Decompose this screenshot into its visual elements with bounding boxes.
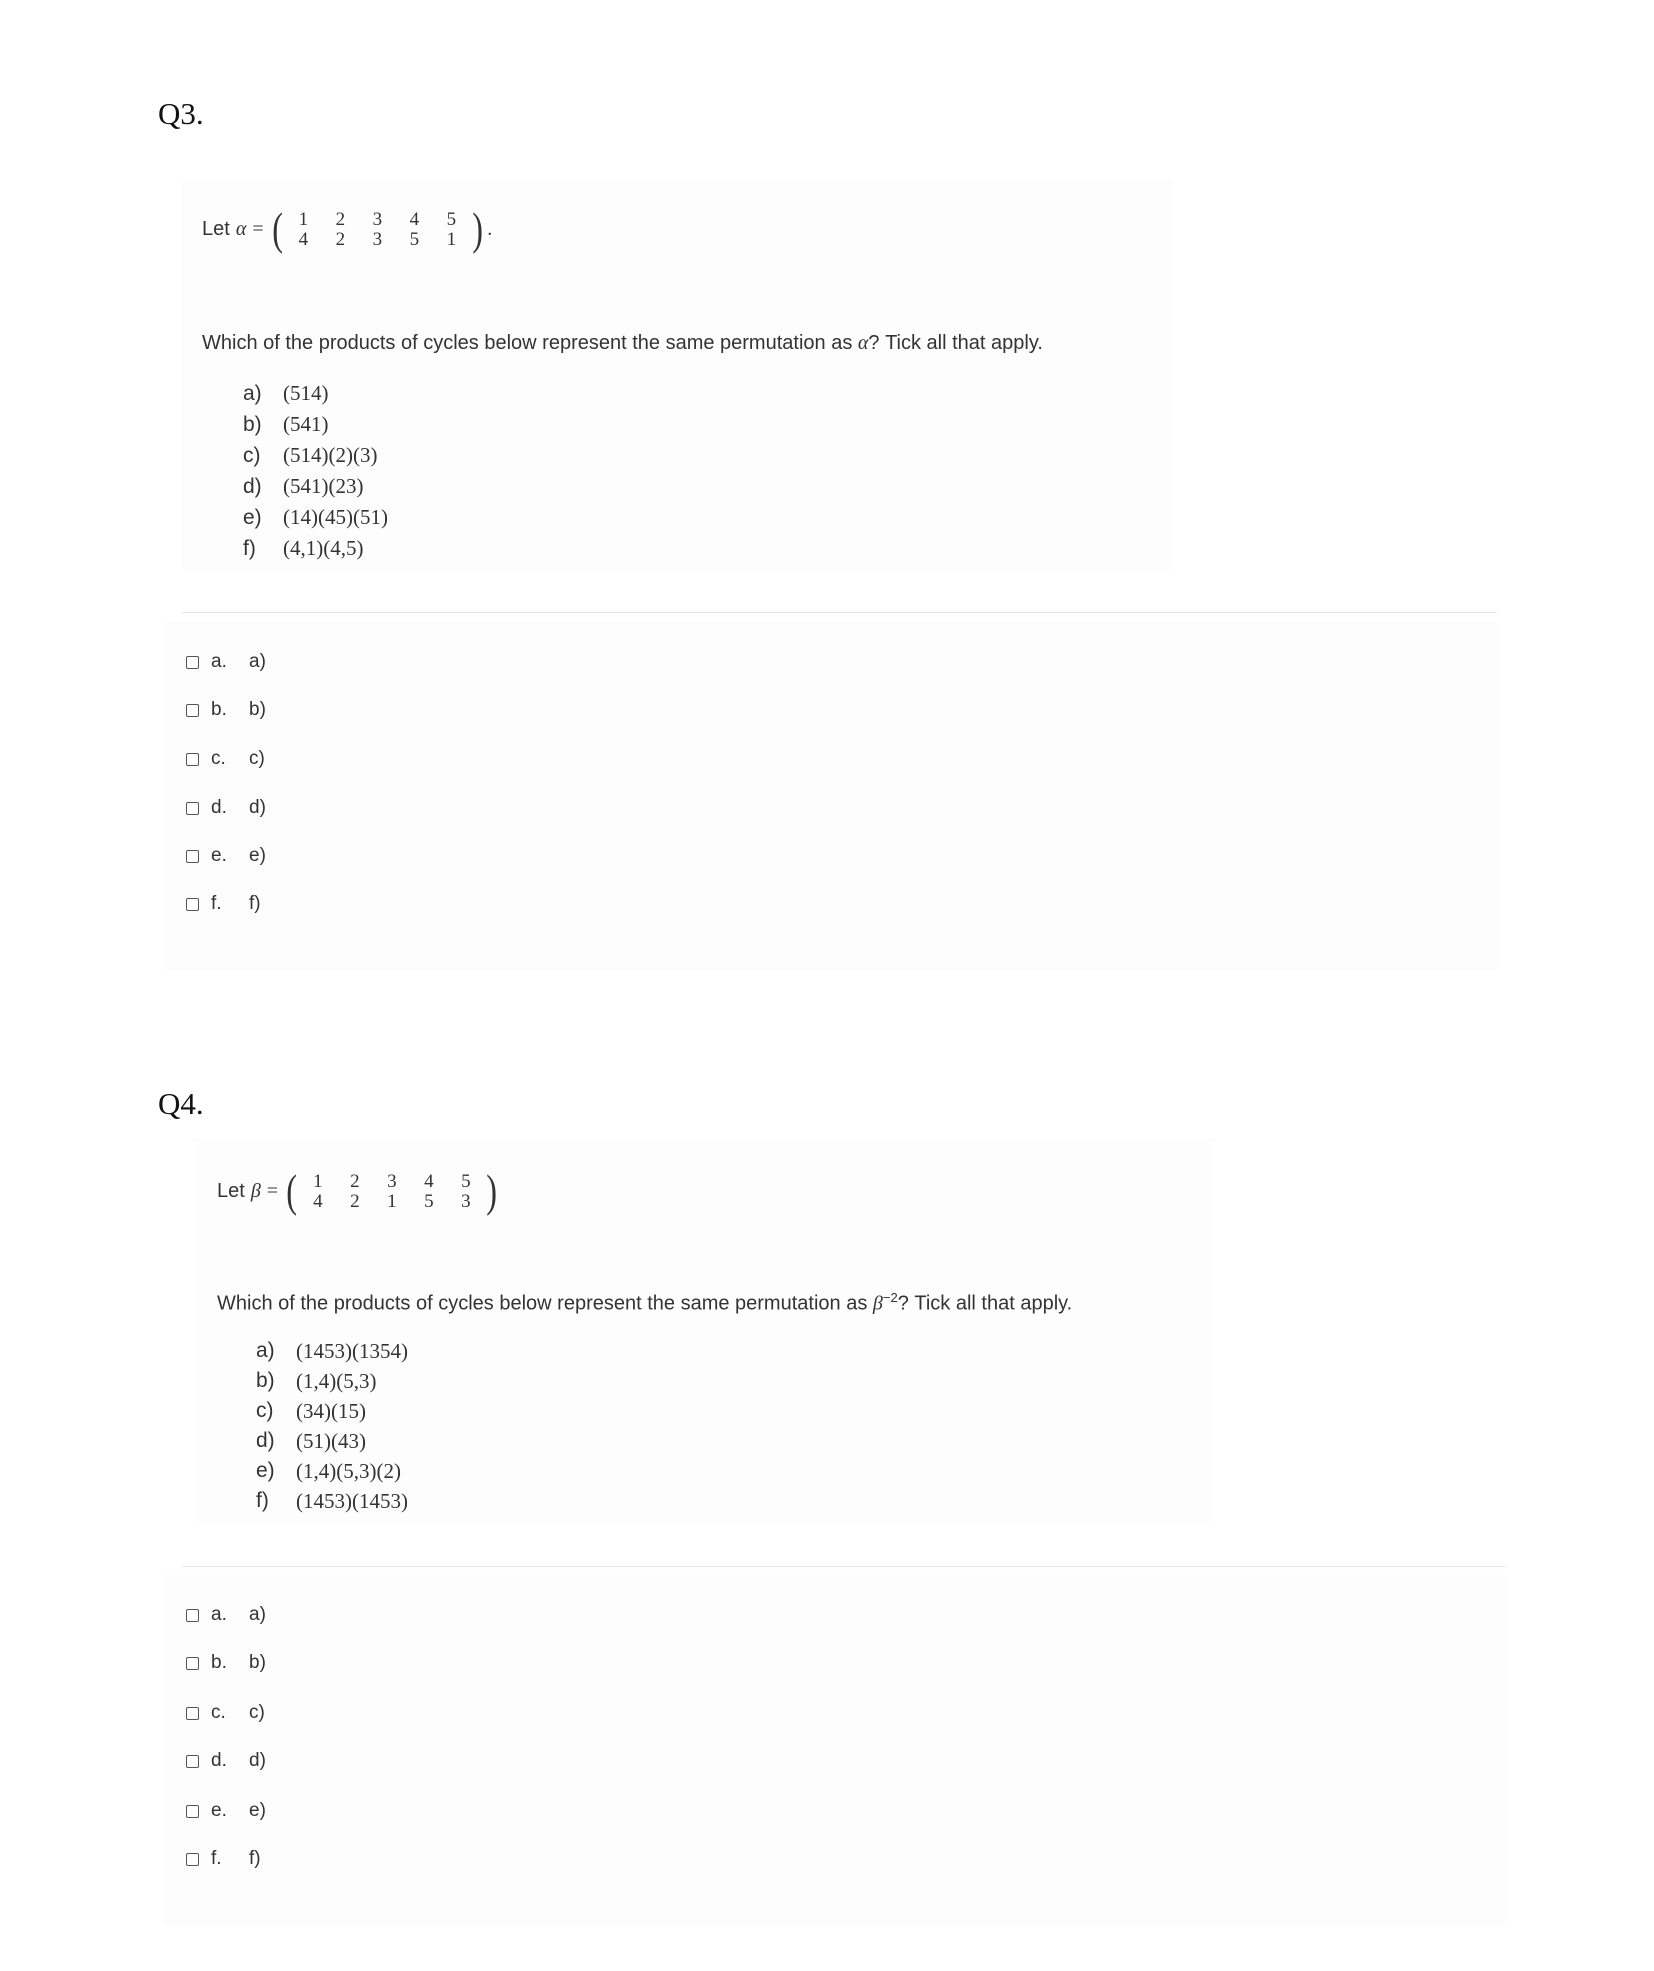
matrix-bottom-cell: 1 bbox=[387, 1191, 397, 1212]
option-item bbox=[243, 409, 388, 440]
checkbox[interactable] bbox=[186, 1609, 199, 1622]
answer-text: a) bbox=[249, 651, 266, 672]
option-item bbox=[256, 1336, 408, 1366]
answer-option-e[interactable] bbox=[186, 842, 266, 870]
answer-letter: f. bbox=[211, 1848, 222, 1869]
prompt-symbol: α bbox=[857, 332, 869, 354]
option-item bbox=[243, 440, 388, 471]
q4-answer-area bbox=[164, 1575, 1505, 1925]
option-value: (4,1)(4,5) bbox=[283, 536, 364, 560]
checkbox[interactable] bbox=[186, 704, 199, 717]
answer-text: e) bbox=[249, 1800, 266, 1821]
answer-text: b) bbox=[249, 1652, 266, 1673]
answer-letter: d. bbox=[211, 797, 227, 818]
option-label: a) bbox=[243, 382, 262, 405]
matrix-top-cell: 4 bbox=[424, 1171, 434, 1192]
option-item bbox=[256, 1396, 408, 1426]
q3-prompt bbox=[202, 332, 1043, 355]
option-label: f) bbox=[256, 1489, 269, 1512]
answer-text: f) bbox=[249, 1848, 261, 1869]
option-value: (1453)(1453) bbox=[296, 1489, 408, 1513]
answer-option-b[interactable] bbox=[186, 696, 266, 724]
answer-text: a) bbox=[249, 1604, 266, 1625]
answer-option-c[interactable] bbox=[186, 1699, 265, 1727]
answer-text: e) bbox=[249, 845, 266, 866]
answer-letter: f. bbox=[211, 893, 222, 914]
matrix-bottom-cell: 5 bbox=[424, 1191, 434, 1212]
option-value: (1453)(1354) bbox=[296, 1339, 408, 1363]
matrix-top-cell: 4 bbox=[409, 209, 420, 230]
answer-option-b[interactable] bbox=[186, 1649, 266, 1677]
checkbox[interactable] bbox=[186, 898, 199, 911]
question-3-heading: Q3. bbox=[158, 96, 204, 131]
checkbox[interactable] bbox=[186, 802, 199, 815]
matrix-top-cell: 2 bbox=[335, 209, 346, 230]
prompt-exponent: −2 bbox=[882, 1290, 898, 1305]
option-label: c) bbox=[243, 444, 261, 467]
checkbox[interactable] bbox=[186, 753, 199, 766]
permutation-matrix-alpha bbox=[270, 203, 493, 254]
option-label: a) bbox=[256, 1339, 275, 1362]
answer-letter: a. bbox=[211, 651, 227, 672]
matrix-top-cell: 3 bbox=[387, 1171, 397, 1192]
answer-letter: c. bbox=[211, 1702, 226, 1723]
q3-definition bbox=[202, 203, 493, 254]
matrix-bottom-cell: 3 bbox=[372, 229, 383, 250]
question-4-heading: Q4. bbox=[158, 1086, 204, 1121]
answer-letter: e. bbox=[211, 1800, 227, 1821]
option-label: d) bbox=[256, 1429, 275, 1452]
matrix-top-cell: 5 bbox=[446, 209, 457, 230]
right-paren: ) bbox=[472, 203, 483, 254]
option-value: (541)(23) bbox=[283, 474, 364, 498]
option-value: (514) bbox=[283, 381, 329, 405]
answer-option-a[interactable] bbox=[186, 1601, 266, 1629]
answer-letter: b. bbox=[211, 699, 227, 720]
answer-text: b) bbox=[249, 699, 266, 720]
option-value: (1,4)(5,3)(2) bbox=[296, 1459, 401, 1483]
answer-option-e[interactable] bbox=[186, 1797, 266, 1825]
option-label: b) bbox=[243, 413, 262, 436]
option-value: (14)(45)(51) bbox=[283, 505, 388, 529]
option-label: c) bbox=[256, 1399, 274, 1422]
q4-divider bbox=[182, 1566, 1505, 1567]
option-value: (1,4)(5,3) bbox=[296, 1369, 377, 1393]
option-value: (34)(15) bbox=[296, 1399, 366, 1423]
answer-text: c) bbox=[249, 1702, 265, 1723]
answer-text: d) bbox=[249, 1750, 266, 1771]
matrix-top-cell: 2 bbox=[350, 1171, 360, 1192]
answer-text: c) bbox=[249, 748, 265, 769]
answer-option-f[interactable] bbox=[186, 1845, 261, 1873]
prompt-text-end: ? Tick all that apply. bbox=[897, 1292, 1073, 1315]
beta-symbol: β bbox=[250, 1179, 261, 1202]
matrix-bottom-cell: 2 bbox=[350, 1191, 360, 1212]
answer-option-d[interactable] bbox=[186, 794, 266, 822]
prompt-text-end: ? Tick all that apply. bbox=[868, 332, 1043, 354]
q3-divider bbox=[182, 612, 1497, 613]
permutation-matrix-beta bbox=[284, 1165, 500, 1216]
option-value: (514)(2)(3) bbox=[283, 443, 378, 467]
answer-option-d[interactable] bbox=[186, 1747, 266, 1775]
answer-letter: c. bbox=[211, 748, 226, 769]
matrix-grid bbox=[299, 1171, 484, 1211]
option-item bbox=[256, 1366, 408, 1396]
option-item bbox=[243, 533, 388, 564]
q3-answer-area bbox=[164, 622, 1497, 970]
option-value: (541) bbox=[283, 412, 329, 436]
q4-prompt bbox=[217, 1290, 1072, 1316]
alpha-symbol: α bbox=[235, 217, 247, 240]
option-item bbox=[243, 502, 388, 533]
equals-sign: = bbox=[266, 1179, 279, 1202]
option-item bbox=[256, 1486, 408, 1516]
answer-option-f[interactable] bbox=[186, 890, 261, 918]
matrix-top-cell: 1 bbox=[298, 209, 309, 230]
let-label: Let bbox=[202, 217, 230, 240]
option-value: (51)(43) bbox=[296, 1429, 366, 1453]
answer-option-a[interactable] bbox=[186, 648, 266, 676]
matrix-bottom-cell: 4 bbox=[313, 1191, 323, 1212]
matrix-grid bbox=[285, 209, 470, 249]
matrix-period: . bbox=[487, 217, 493, 240]
matrix-bottom-cell: 4 bbox=[298, 229, 309, 250]
checkbox[interactable] bbox=[186, 1755, 199, 1768]
left-paren: ( bbox=[271, 203, 283, 254]
prompt-symbol: β bbox=[872, 1292, 883, 1315]
option-label: e) bbox=[256, 1459, 275, 1482]
option-label: d) bbox=[243, 475, 262, 498]
checkbox[interactable] bbox=[186, 1853, 199, 1866]
option-label: b) bbox=[256, 1369, 275, 1392]
checkbox[interactable] bbox=[186, 850, 199, 863]
right-paren: ) bbox=[486, 1165, 498, 1216]
checkbox[interactable] bbox=[186, 1805, 199, 1818]
checkbox[interactable] bbox=[186, 1707, 199, 1720]
option-label: f) bbox=[243, 537, 256, 560]
answer-text: d) bbox=[249, 797, 266, 818]
checkbox[interactable] bbox=[186, 1657, 199, 1670]
matrix-top-cell: 5 bbox=[461, 1171, 471, 1192]
matrix-bottom-cell: 3 bbox=[461, 1191, 471, 1212]
q4-definition bbox=[217, 1165, 500, 1216]
answer-letter: b. bbox=[211, 1652, 227, 1673]
answer-letter: a. bbox=[211, 1604, 227, 1625]
prompt-text: Which of the products of cycles below represent the same permutation as bbox=[217, 1292, 873, 1315]
equals-sign: = bbox=[252, 217, 264, 240]
matrix-top-cell: 1 bbox=[313, 1171, 323, 1192]
option-item bbox=[256, 1456, 408, 1486]
answer-letter: e. bbox=[211, 845, 227, 866]
matrix-bottom-cell: 1 bbox=[446, 229, 457, 250]
option-label: e) bbox=[243, 506, 262, 529]
matrix-bottom-cell: 5 bbox=[409, 229, 420, 250]
answer-letter: d. bbox=[211, 1750, 227, 1771]
q3-option-list bbox=[243, 378, 388, 564]
option-item bbox=[256, 1426, 408, 1456]
option-item bbox=[243, 471, 388, 502]
option-item bbox=[243, 378, 388, 409]
left-paren: ( bbox=[286, 1165, 298, 1216]
q4-option-list bbox=[256, 1336, 408, 1516]
checkbox[interactable] bbox=[186, 656, 199, 669]
matrix-bottom-cell: 2 bbox=[335, 229, 346, 250]
answer-option-c[interactable] bbox=[186, 745, 265, 773]
prompt-text: Which of the products of cycles below represent the same permutation as bbox=[202, 332, 858, 354]
matrix-top-cell: 3 bbox=[372, 209, 383, 230]
let-label: Let bbox=[217, 1179, 245, 1202]
answer-text: f) bbox=[249, 893, 261, 914]
